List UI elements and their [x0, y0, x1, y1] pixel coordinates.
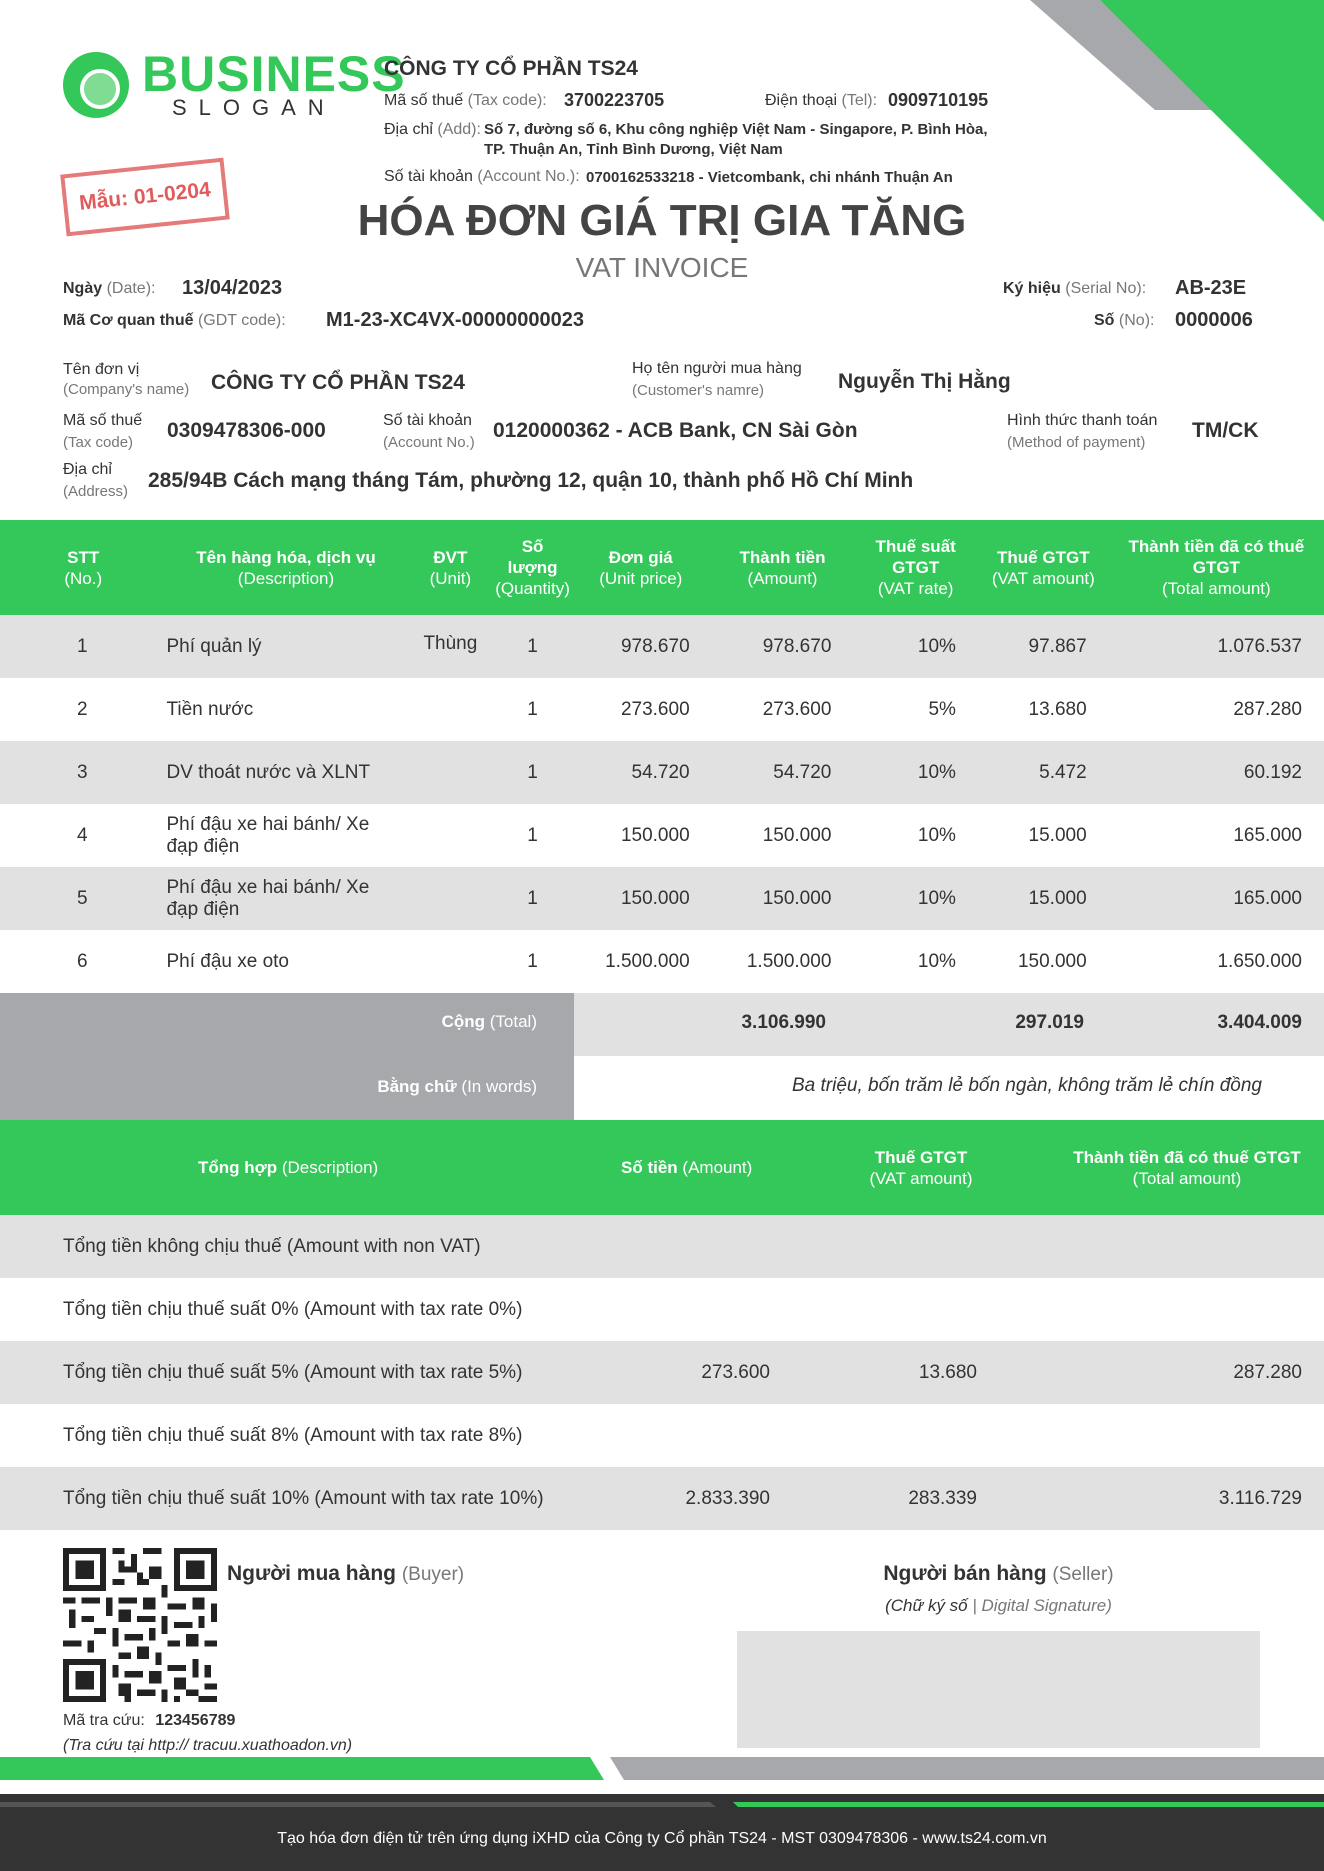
- seller-note-vi: (Chữ ký số: [885, 1596, 968, 1615]
- summary-desc: Tổng tiền chịu thuế suất 5% (Amount with tax rate 5%): [0, 1341, 574, 1404]
- seller-address-line1: Số 7, đường số 6, Khu công nghiệp Việt Nam - Singapore, P. Bình Hòa,: [484, 121, 988, 138]
- item-price: 273.600: [620, 698, 690, 720]
- item-qty: 1: [527, 698, 538, 720]
- summary-table: [0, 1120, 1324, 1530]
- buyer-customer-label: [632, 358, 802, 402]
- summary-row: [0, 1467, 1324, 1530]
- items-table: [0, 520, 1324, 993]
- item-unit: [406, 867, 496, 930]
- col-unit: ĐVT (Unit): [406, 520, 496, 615]
- summary-amount: [574, 1278, 792, 1341]
- summary-vat: [792, 1278, 1050, 1341]
- seller-company: CÔNG TY CỔ PHẦN TS24: [384, 57, 638, 80]
- summary-header-row: [0, 1120, 1324, 1215]
- item-no: 4: [77, 824, 88, 846]
- item-total: 165.000: [1109, 867, 1324, 930]
- summary-desc: Tổng tiền chịu thuế suất 10% (Amount with tax rate 10%): [0, 1467, 574, 1530]
- logo-name: BUSINESS: [142, 46, 406, 102]
- seller-address-line2: TP. Thuận An, Tỉnh Bình Dương, Việt Nam: [484, 141, 783, 158]
- buyer-company-label: [63, 360, 189, 400]
- item-desc: Phí đậu xe oto: [166, 950, 290, 972]
- seller-account: 0700162533218 - Vietcombank, chi nhánh Thuận An: [586, 169, 953, 186]
- seller-tel: 0909710195: [888, 90, 989, 110]
- item-amount: 978.670: [712, 615, 854, 678]
- no-label-row: [1094, 312, 1154, 330]
- buyer-tax-label-en: (Tax code): [63, 434, 134, 451]
- buyer-acc-label-vi: Số tài khoản: [383, 412, 472, 429]
- buyer-signature-vi: Người mua hàng: [227, 1562, 396, 1585]
- serial-label-en: (Serial No):: [1065, 280, 1147, 297]
- item-no: 3: [0, 741, 166, 804]
- total-label-en: (Total): [489, 1012, 537, 1031]
- total-label: [0, 1012, 537, 1032]
- serial-label: Ký hiệu: [1003, 280, 1061, 297]
- buyer-address: 285/94B Cách mạng tháng Tám, phường 12, quận 10, thành phố Hồ Chí Minh: [148, 469, 914, 492]
- lookup-url: (Tra cứu tại http:// tracuu.xuathoadon.vn): [63, 1737, 353, 1754]
- seller-addr-label-en: (Add):: [437, 121, 481, 138]
- summary-total: [1050, 1278, 1324, 1341]
- buyer-acc-label: [383, 410, 475, 454]
- item-vat: 13.680: [1028, 698, 1087, 720]
- seller-signature-note: [737, 1596, 1260, 1616]
- logo-mark-icon: [63, 52, 129, 118]
- item-no: 6: [77, 950, 88, 972]
- item-unit: [406, 741, 496, 804]
- item-unit: [406, 804, 496, 867]
- buyer-acc-label-en: (Account No.): [383, 434, 475, 451]
- buyer-signature-title: [227, 1562, 464, 1586]
- seller-tax-label: Mã số thuế: [384, 92, 464, 109]
- buyer-addr-label-en: (Address): [63, 483, 129, 500]
- item-amount: 54.720: [712, 741, 854, 804]
- buyer-company: CÔNG TY CỔ PHẦN TS24: [211, 371, 465, 394]
- summary-desc: Tổng tiền không chịu thuế (Amount with non VAT): [0, 1215, 574, 1278]
- item-total: 60.192: [1109, 741, 1324, 804]
- col-total: Thành tiền đã có thuế GTGT (Total amount): [1109, 520, 1324, 615]
- col-amount: Thành tiền (Amount): [712, 520, 854, 615]
- item-desc: Phí quản lý: [166, 615, 405, 678]
- summary-row: [0, 1278, 1324, 1341]
- gdt-label-en: (GDT code):: [197, 312, 286, 329]
- col-qty: Số lượng (Quantity): [495, 520, 570, 615]
- summary-vat: [792, 1404, 1050, 1467]
- serial-no: AB-23E: [1175, 277, 1247, 299]
- seller-signature-vi: Người bán hàng: [883, 1562, 1047, 1585]
- seller-addr-label: Địa chỉ: [384, 121, 433, 138]
- summary-total: [1050, 1215, 1324, 1278]
- item-total: 1.076.537: [1109, 615, 1324, 678]
- seller-signature-en: (Seller): [1052, 1564, 1114, 1585]
- no-label: Số: [1094, 312, 1115, 329]
- total-amount: 3.106.990: [741, 1012, 826, 1033]
- item-rate: 10%: [853, 867, 978, 930]
- item-vat: 150.000: [1017, 950, 1087, 972]
- table-row: [0, 615, 1324, 678]
- item-qty: 1: [527, 824, 538, 846]
- buyer-company-label-en: (Company's name): [63, 381, 190, 398]
- summary-total: [1050, 1404, 1324, 1467]
- buyer-addr-label-vi: Địa chỉ: [63, 461, 112, 478]
- buyer-company-label-vi: Tên đơn vị: [63, 361, 140, 378]
- item-qty: 1: [527, 950, 538, 972]
- bottom-stripes: [0, 1757, 1324, 1871]
- buyer-signature-en: (Buyer): [401, 1564, 465, 1585]
- date-label-en: (Date):: [106, 280, 156, 297]
- buyer-account: 0120000362 - ACB Bank, CN Sài Gòn: [493, 419, 858, 442]
- page-subtitle: VAT INVOICE: [575, 252, 749, 283]
- item-rate: 5%: [928, 698, 956, 720]
- form-stamp: Mẫu: 01-0204: [60, 158, 230, 237]
- buyer-tax-label: [63, 410, 142, 454]
- item-desc: Tiền nước: [166, 698, 254, 720]
- total-total: 3.404.009: [1217, 1012, 1302, 1033]
- summary-vat: 13.680: [792, 1341, 1050, 1404]
- item-desc: DV thoát nước và XLNT: [166, 741, 405, 804]
- buyer-tax-label-vi: Mã số thuế: [63, 412, 143, 429]
- gdt-label-row: [63, 312, 286, 330]
- col-rate: Thuế suất GTGT (VAT rate): [853, 520, 978, 615]
- lookup-label: Mã tra cứu:: [63, 1712, 145, 1729]
- seller-acc-label-en: (Account No.):: [477, 168, 580, 185]
- summary-total: 3.116.729: [1050, 1467, 1324, 1530]
- table-row: [0, 678, 1324, 741]
- item-no: 1: [0, 615, 166, 678]
- footer-text: Tạo hóa đơn điện tử trên ứng dụng iXHD của Công ty Cổ phần TS24 - MST 0309478306 - www.ts24.com.vn: [277, 1830, 1047, 1847]
- words-label-en: (In words): [461, 1077, 537, 1096]
- item-desc: Phí đậu xe hai bánh/ Xe đạp điện: [166, 813, 370, 857]
- item-price: 150.000: [620, 824, 690, 846]
- total-vat: 297.019: [1015, 1012, 1084, 1033]
- date-label: Ngày: [63, 280, 103, 297]
- sum-col-desc: Tổng hợp (Description): [0, 1120, 574, 1215]
- buyer-pay-label-vi: Hình thức thanh toán: [1007, 412, 1158, 429]
- seller-signature-title: [737, 1562, 1260, 1586]
- item-total: 287.280: [1233, 698, 1302, 720]
- summary-row: [0, 1341, 1324, 1404]
- item-vat: 15.000: [978, 867, 1109, 930]
- item-unit: [406, 930, 496, 993]
- buyer-pay-label-en: (Method of payment): [1007, 434, 1146, 451]
- seller-tax-code: 3700223705: [564, 90, 665, 110]
- buyer-customer: Nguyễn Thị Hằng: [838, 370, 1011, 393]
- sum-col-amount: Số tiền (Amount): [574, 1120, 792, 1215]
- invoice-no: 0000006: [1175, 309, 1253, 331]
- summary-vat: [792, 1215, 1050, 1278]
- col-vat: Thuế GTGT (VAT amount): [978, 520, 1109, 615]
- item-vat: 15.000: [1028, 824, 1087, 846]
- table-row: [0, 804, 1324, 867]
- table-row: [0, 930, 1324, 993]
- seller-acc-row: [384, 168, 580, 186]
- summary-amount: 2.833.390: [574, 1467, 792, 1530]
- date-label-row: [63, 280, 155, 298]
- item-vat: 97.867: [978, 615, 1109, 678]
- summary-row: [0, 1215, 1324, 1278]
- seller-tax-label-en: (Tax code):: [467, 92, 547, 109]
- buyer-customer-label-en: (Customer's namre): [632, 382, 765, 399]
- summary-desc: Tổng tiền chịu thuế suất 8% (Amount with tax rate 8%): [63, 1424, 523, 1446]
- words-label: [0, 1077, 537, 1097]
- table-row: [0, 867, 1324, 930]
- seller-tel-label: Điện thoại: [765, 92, 838, 109]
- invoice-date: 13/04/2023: [182, 277, 283, 299]
- logo-slogan: SLOGAN: [172, 95, 336, 120]
- item-rate: 10%: [853, 615, 978, 678]
- item-amount: 273.600: [762, 698, 832, 720]
- item-qty: 1: [495, 867, 570, 930]
- item-no: 2: [77, 698, 88, 720]
- item-amount: 150.000: [762, 824, 832, 846]
- item-total: 1.650.000: [1217, 950, 1302, 972]
- seller-tel-row: [765, 92, 877, 110]
- summary-amount: [574, 1215, 792, 1278]
- summary-vat: 283.339: [792, 1467, 1050, 1530]
- seller-addr-row: [384, 121, 481, 139]
- qr-code-icon: [63, 1548, 217, 1702]
- item-price: 150.000: [570, 867, 712, 930]
- col-desc: Tên hàng hóa, dịch vụ (Description): [166, 520, 405, 615]
- summary-row: [0, 1404, 1324, 1467]
- seller-acc-label: Số tài khoản: [384, 168, 473, 185]
- digital-signature-box: [737, 1631, 1260, 1748]
- lookup-code: 123456789: [155, 1712, 236, 1729]
- item-price: 54.720: [570, 741, 712, 804]
- words-label-vi: Bằng chữ: [377, 1077, 457, 1096]
- serial-label-row: [1003, 280, 1146, 298]
- items-header-row: [0, 520, 1324, 615]
- table-row: [0, 741, 1324, 804]
- lookup-row: [63, 1712, 235, 1730]
- item-amount: 150.000: [712, 867, 854, 930]
- summary-amount: [574, 1404, 792, 1467]
- item-qty: 1: [495, 615, 570, 678]
- summary-desc: Tổng tiền chịu thuế suất 0% (Amount with tax rate 0%): [63, 1298, 523, 1320]
- summary-amount: 273.600: [574, 1341, 792, 1404]
- item-vat: 5.472: [978, 741, 1109, 804]
- seller-note-en: | Digital Signature): [972, 1596, 1112, 1615]
- buyer-pay-label: [1007, 410, 1157, 454]
- item-rate: 10%: [917, 950, 956, 972]
- sum-col-total: Thành tiền đã có thuế GTGT (Total amount): [1050, 1120, 1324, 1215]
- item-unit: Thùng: [406, 615, 496, 678]
- gdt-label: Mã Cơ quan thuế: [63, 312, 194, 329]
- seller-tax-row: [384, 92, 547, 110]
- buyer-addr-label: [63, 459, 128, 503]
- item-rate: 10%: [917, 824, 956, 846]
- item-price: 1.500.000: [605, 950, 690, 972]
- item-no: 5: [0, 867, 166, 930]
- summary-total: 287.280: [1050, 1341, 1324, 1404]
- gdt-code: M1-23-XC4VX-00000000023: [326, 309, 584, 331]
- item-amount: 1.500.000: [746, 950, 832, 972]
- item-qty: 1: [495, 741, 570, 804]
- buyer-customer-label-vi: Họ tên người mua hàng: [632, 360, 802, 377]
- seller-tel-label-en: (Tel):: [841, 92, 878, 109]
- total-label-vi: Cộng: [441, 1012, 486, 1031]
- no-label-en: (No):: [1118, 312, 1155, 329]
- col-no: STT (No.): [0, 520, 166, 615]
- item-unit: [406, 678, 496, 741]
- item-price: 978.670: [570, 615, 712, 678]
- buyer-tax-code: 0309478306-000: [167, 419, 326, 442]
- sum-col-vat: Thuế GTGT (VAT amount): [792, 1120, 1050, 1215]
- page-title: HÓA ĐƠN GIÁ TRỊ GIA TĂNG: [357, 196, 967, 245]
- item-total: 165.000: [1233, 824, 1302, 846]
- total-in-words: Ba triệu, bốn trăm lẻ bốn ngàn, không trăm lẻ chín đồng: [791, 1075, 1262, 1096]
- item-desc: Phí đậu xe hai bánh/ Xe đạp điện: [166, 867, 405, 930]
- corner-decoration: [1030, 0, 1324, 222]
- item-rate: 10%: [853, 741, 978, 804]
- buyer-payment: TM/CK: [1192, 419, 1259, 442]
- col-price: Đơn giá (Unit price): [570, 520, 712, 615]
